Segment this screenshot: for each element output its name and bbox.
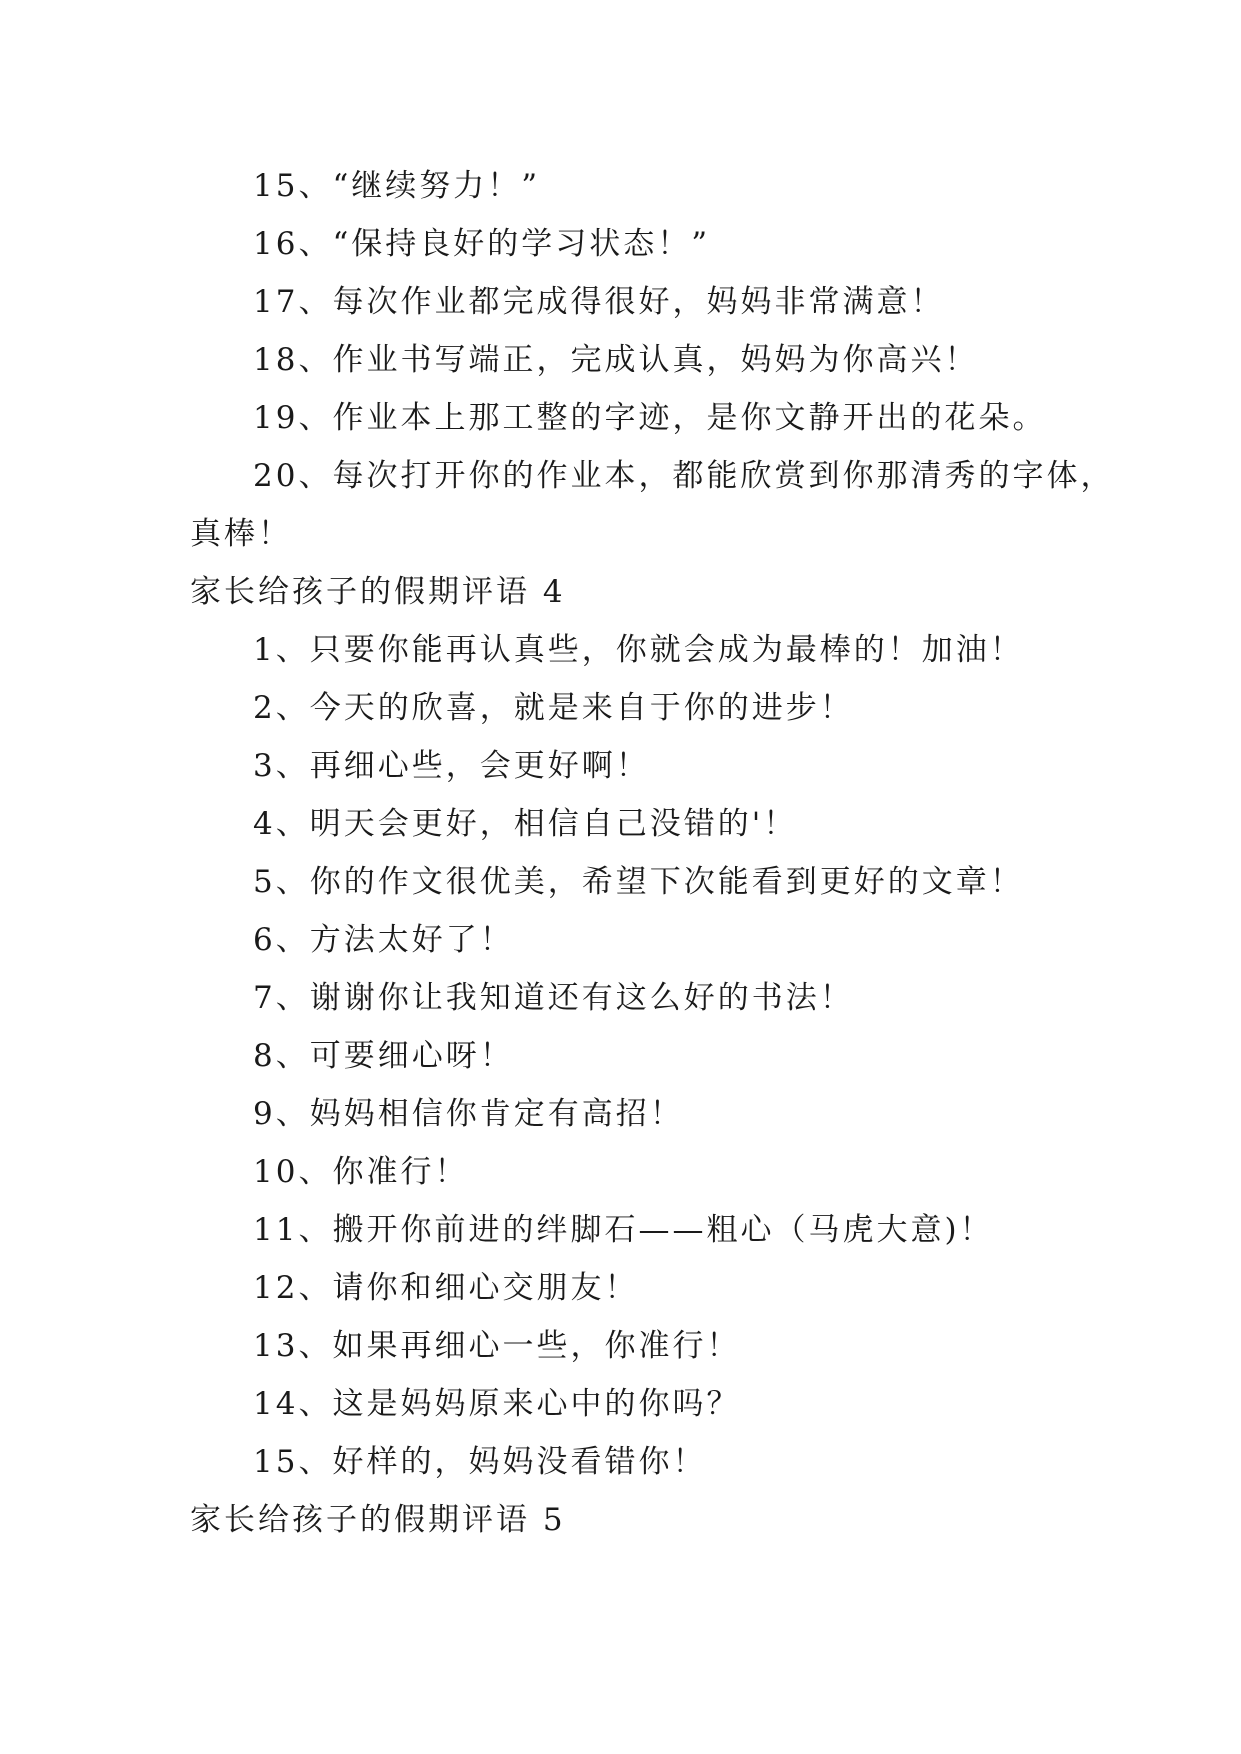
list-item: 4、明天会更好，相信自己没错的'！ — [253, 806, 798, 842]
list-item: 9、妈妈相信你肯定有高招！ — [253, 1096, 684, 1132]
list-item: 19、作业本上那工整的字迹，是你文静开出的花朵。 — [253, 400, 1047, 436]
list-item: 11、搬开你前进的绊脚石——粗心（马虎大意)！ — [253, 1212, 994, 1248]
list-item: 18、作业书写端正，完成认真，妈妈为你高兴！ — [253, 342, 979, 378]
list-item: 15、好样的，妈妈没看错你！ — [253, 1444, 707, 1480]
list-item: 17、每次作业都完成得很好，妈妈非常满意！ — [253, 284, 945, 320]
section-heading: 家长给孩子的假期评语 5 — [190, 1502, 566, 1538]
list-item: 8、可要细心呀！ — [253, 1038, 514, 1074]
list-item: 3、再细心些，会更好啊！ — [253, 748, 650, 784]
list-item: 16、“保持良好的学习状态！” — [253, 226, 711, 262]
list-item: 20、每次打开你的作业本，都能欣赏到你那清秀的字体， — [253, 458, 1115, 494]
list-item: 6、方法太好了！ — [253, 922, 514, 958]
list-item: 2、今天的欣喜，就是来自于你的进步！ — [253, 690, 854, 726]
list-item-continuation: 真棒！ — [190, 516, 292, 552]
list-item: 15、“继续努力！” — [253, 168, 541, 204]
list-item: 7、谢谢你让我知道还有这么好的书法！ — [253, 980, 854, 1016]
list-item: 12、请你和细心交朋友！ — [253, 1270, 639, 1306]
list-item: 14、这是妈妈原来心中的你吗？ — [253, 1386, 741, 1422]
list-item: 1、只要你能再认真些，你就会成为最棒的！加油！ — [253, 632, 1024, 668]
section-heading: 家长给孩子的假期评语 4 — [190, 574, 566, 610]
list-item: 10、你准行！ — [253, 1154, 469, 1190]
list-item: 5、你的作文很优美，希望下次能看到更好的文章！ — [253, 864, 1024, 900]
list-item: 13、如果再细心一些，你准行！ — [253, 1328, 741, 1364]
